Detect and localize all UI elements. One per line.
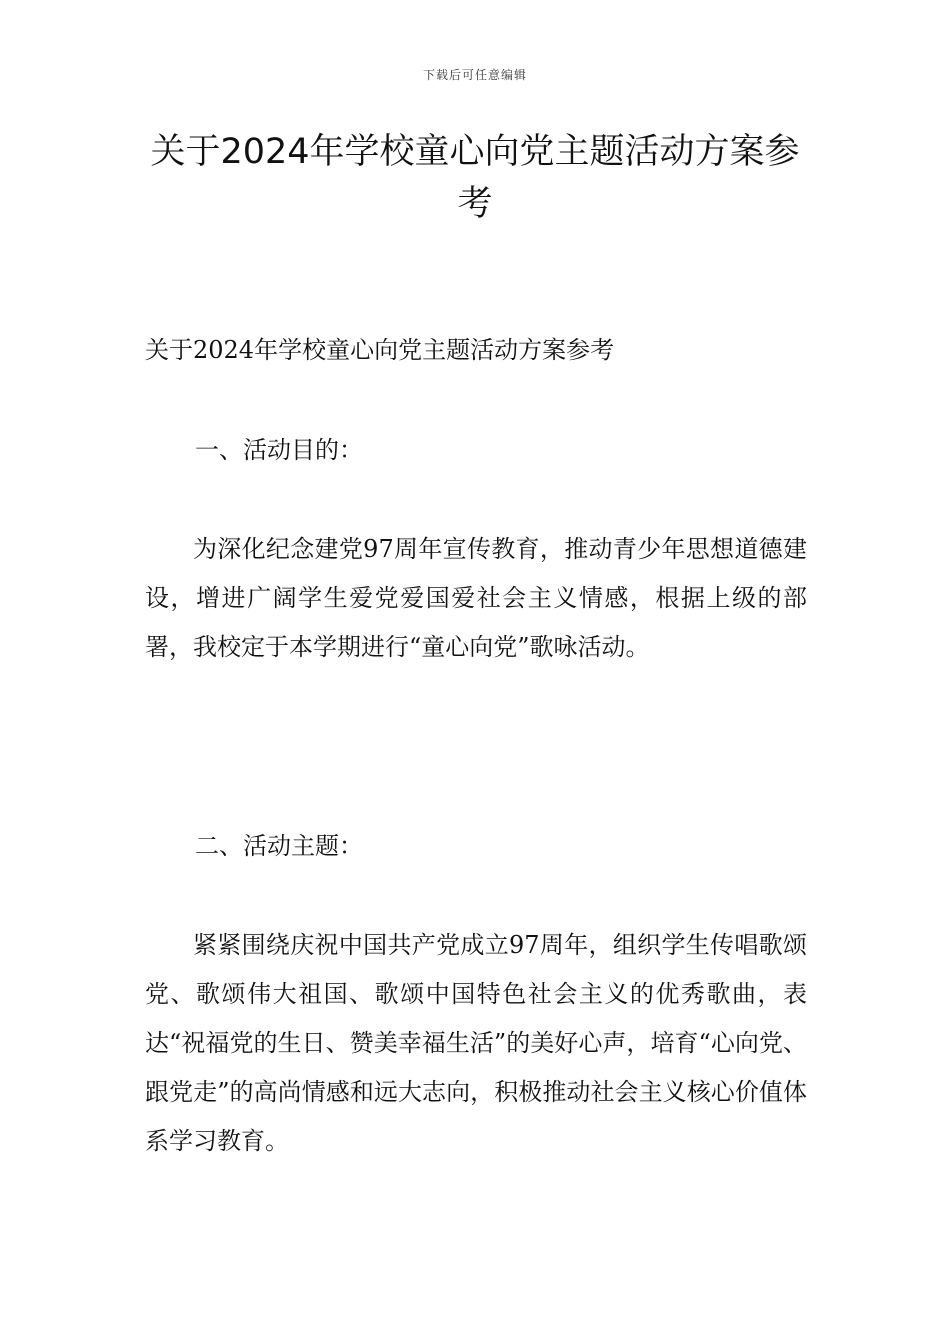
section-heading-purpose: 一、活动目的： [195, 436, 363, 464]
section-body-theme: 紧紧围绕庆祝中国共产党成立97周年，组织学生传唱歌颂党、歌颂伟大祖国、歌颂中国特色社会主义的优秀歌曲，表达“祝福党的生日、赞美幸福生活”的美好心声，培育“心向党、跟党走”的高尚情感和远大志向，积极推动社会主义核心价值体系学习教育。 [145, 931, 807, 1155]
section-body-purpose: 为深化纪念建党97周年宣传教育，推动青少年思想道德建设，增进广阔学生爱党爱国爱社会主义情感，根据上级的部署，我校定于本学期进行“童心向党”歌咏活动。 [145, 535, 807, 661]
document-title: 关于2024年学校童心向党主题活动方案参考 [150, 132, 800, 224]
header-note: 下载后可任意编辑 [422, 68, 527, 82]
document-subtitle-line: 关于2024年学校童心向党主题活动方案参考 [145, 336, 615, 364]
section-heading-theme: 二、活动主题： [195, 832, 363, 860]
